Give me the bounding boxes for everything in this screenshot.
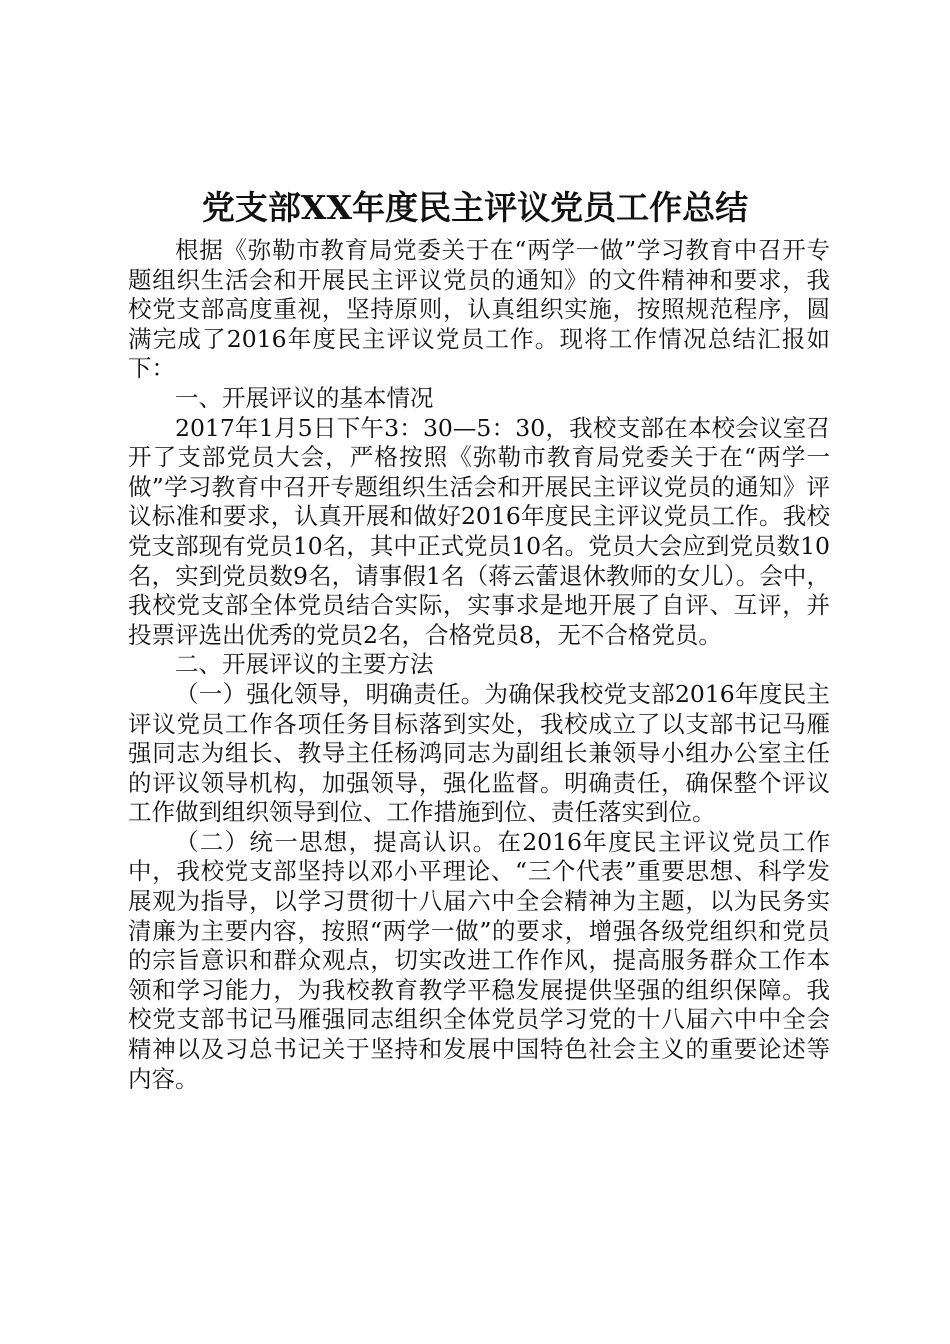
document-title: 党支部XX年度民主评议党员工作总结 [201, 188, 749, 227]
document-body [128, 236, 830, 1094]
section-heading-main-methods: 二、开展评议的主要方法 [175, 650, 434, 679]
method-one-paragraph: （一）强化领导，明确责任。为确保我校党支部2016年度民主评议党员工作各项任务目标落到实处，我校成立了以支部书记马雁强同志为组长、教导主任杨鸿同志为副组长兼领导小组办公室主任的评议领导机构，加强领导，强化监督。明确责任，确保整个评议工作做到组织领导到位、工作措施到位、责任落实到位。 [128, 679, 830, 827]
method-two-paragraph: （二）统一思想，提高认识。在2016年度民主评议党员工作中，我校党支部坚持以邓小平理论、“三个代表”重要思想、科学发展观为指导，以学习贯彻十八届六中全会精神为主题，以为民务实清廉为主要内容，按照“两学一做”的要求，增强各级党组织和党员的宗旨意识和群众观点，切实改进工作作风，提高服务群众工作本领和学习能力，为我校教育教学平稳发展提供坚强的组织保障。我校党支部书记马雁强同志组织全体党员学习党的十八届六中中全会精神以及习总书记关于坚持和发展中国特色社会主义的重要论述等内容。 [128, 827, 830, 1093]
intro-paragraph: 根据《弥勒市教育局党委关于在“两学一做”学习教育中召开专题组织生活会和开展民主评议党员的通知》的文件精神和要求，我校党支部高度重视，坚持原则，认真组织实施，按照规范程序，圆满完成了2016年度民主评议党员工作。现将工作情况总结汇报如下： [128, 236, 830, 383]
basic-situation-paragraph: 2017年1月5日下午3：30—5：30，我校支部在本校会议室召开了支部党员大会，严格按照《弥勒市教育局党委关于在“两学一做”学习教育中召开专题组织生活会和开展民主评议党员的通知》评议标准和要求，认真开展和做好2016年度民主评议党员工作。我校党支部现有党员10名，其中正式党员10名。党员大会应到党员数10名，实到党员数9名，请事假1名（蒋云蕾退休教师的女儿）。会中，我校党支部全体党员结合实际，实事求是地开展了自评、互评，并投票评选出优秀的党员2名，合格党员8，无不合格党员。 [128, 413, 830, 649]
section-heading-basic-situation: 一、开展评议的基本情况 [175, 383, 434, 412]
